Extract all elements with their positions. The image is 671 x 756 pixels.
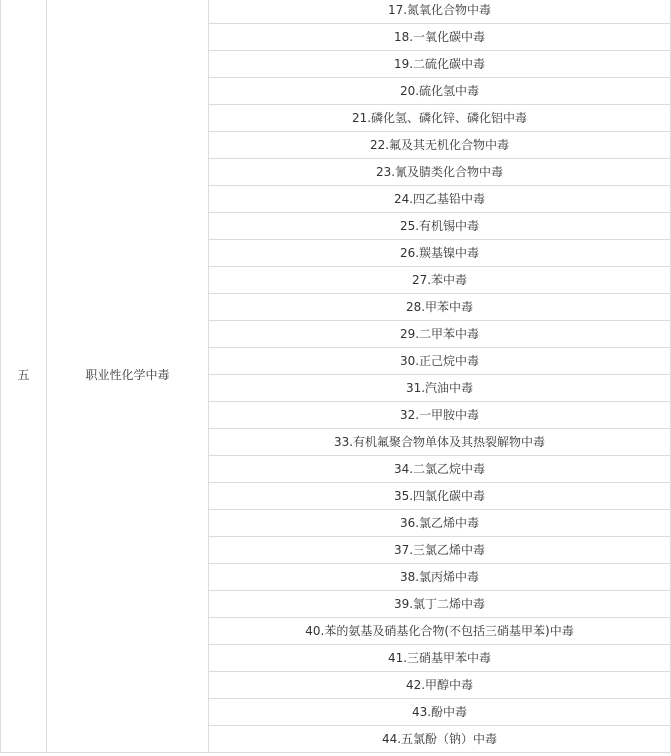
table-row: [1, 0, 671, 24]
table-body: [1, 0, 671, 753]
disease-item: 40.苯的氨基及硝基化合物(不包括三硝基甲苯)中毒: [209, 618, 671, 645]
disease-item: 35.四氯化碳中毒: [209, 483, 671, 510]
disease-item: 39.氯丁二烯中毒: [209, 591, 671, 618]
disease-item: 26.羰基镍中毒: [209, 240, 671, 267]
disease-item: 34.二氯乙烷中毒: [209, 456, 671, 483]
disease-item: 42.甲醇中毒: [209, 672, 671, 699]
disease-item: 43.酚中毒: [209, 699, 671, 726]
disease-item: 36.氯乙烯中毒: [209, 510, 671, 537]
disease-item: 18.一氧化碳中毒: [209, 24, 671, 51]
disease-item: 27.苯中毒: [209, 267, 671, 294]
disease-item: 22.氟及其无机化合物中毒: [209, 132, 671, 159]
disease-item: 41.三硝基甲苯中毒: [209, 645, 671, 672]
disease-item: 29.二甲苯中毒: [209, 321, 671, 348]
disease-item: 31.汽油中毒: [209, 375, 671, 402]
disease-item: 33.有机氟聚合物单体及其热裂解物中毒: [209, 429, 671, 456]
disease-item: 37.三氯乙烯中毒: [209, 537, 671, 564]
disease-item: 19.二硫化碳中毒: [209, 51, 671, 78]
disease-item: 32.一甲胺中毒: [209, 402, 671, 429]
disease-item: 44.五氯酚（钠）中毒: [209, 726, 671, 753]
category-name: 职业性化学中毒: [47, 0, 209, 753]
disease-item: 24.四乙基铅中毒: [209, 186, 671, 213]
disease-item: 21.磷化氢、磷化锌、磷化铝中毒: [209, 105, 671, 132]
disease-item: 28.甲苯中毒: [209, 294, 671, 321]
disease-item: 30.正己烷中毒: [209, 348, 671, 375]
disease-item: 17.氮氧化合物中毒: [209, 0, 671, 24]
disease-item: 20.硫化氢中毒: [209, 78, 671, 105]
disease-item: 23.氰及腈类化合物中毒: [209, 159, 671, 186]
disease-item: 38.氯丙烯中毒: [209, 564, 671, 591]
disease-item: 25.有机锡中毒: [209, 213, 671, 240]
category-number: 五: [1, 0, 47, 753]
